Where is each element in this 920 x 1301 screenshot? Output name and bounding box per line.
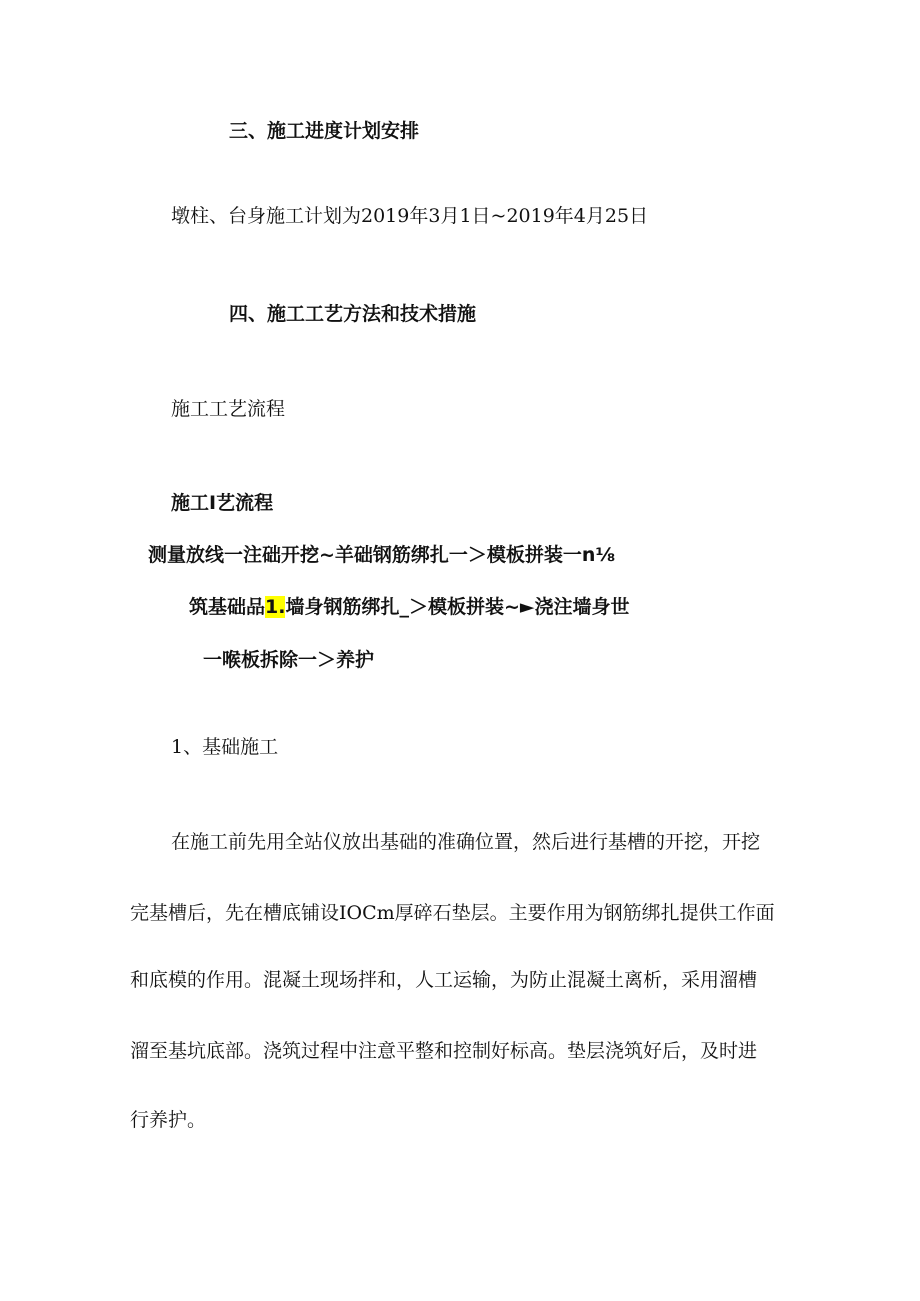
process-flow-line-2-prefix: 筑基础品 — [189, 596, 266, 618]
highlighted-text: 1. — [265, 596, 286, 618]
process-flow-line-2 — [189, 598, 630, 617]
paragraph-line: 溜至基坑底部。浇筑过程中注意平整和控制好标高。垫层浇筑好后，及时进 — [130, 1040, 758, 1062]
process-flow-line-2-suffix: 墙身钢筋绑扎_＞模板拼装~►浇注墙身世 — [285, 596, 630, 618]
section-3-heading: 三、施工进度计划安排 — [229, 120, 420, 142]
paragraph-line: 完基槽后，先在槽底铺设IOCm厚碎石垫层。主要作用为钢筋绑扎提供工作面 — [130, 902, 775, 924]
process-flow-line-1: 测量放线一注础开挖~羊础钢筋绑扎一＞模板拼装一n⅛ — [148, 544, 616, 566]
section-4-heading: 四、施工工艺方法和技术措施 — [229, 303, 477, 325]
process-flow-subtitle: 施工工艺流程 — [171, 398, 286, 420]
foundation-heading: 1、基础施工 — [171, 736, 279, 758]
schedule-text: 墩柱、台身施工计划为2019年3月1日~2019年4月25日 — [171, 205, 649, 227]
process-flow-title: 施工I艺流程 — [171, 492, 274, 514]
process-flow-line-3: 一喉板拆除一＞养护 — [203, 649, 375, 671]
paragraph-line: 行养护。 — [130, 1109, 207, 1131]
paragraph-line: 和底模的作用。混凝土现场拌和，人工运输，为防止混凝土离析，采用溜槽 — [130, 969, 758, 991]
paragraph-line: 在施工前先用全站仪放出基础的准确位置，然后进行基槽的开挖，开挖 — [171, 831, 761, 853]
